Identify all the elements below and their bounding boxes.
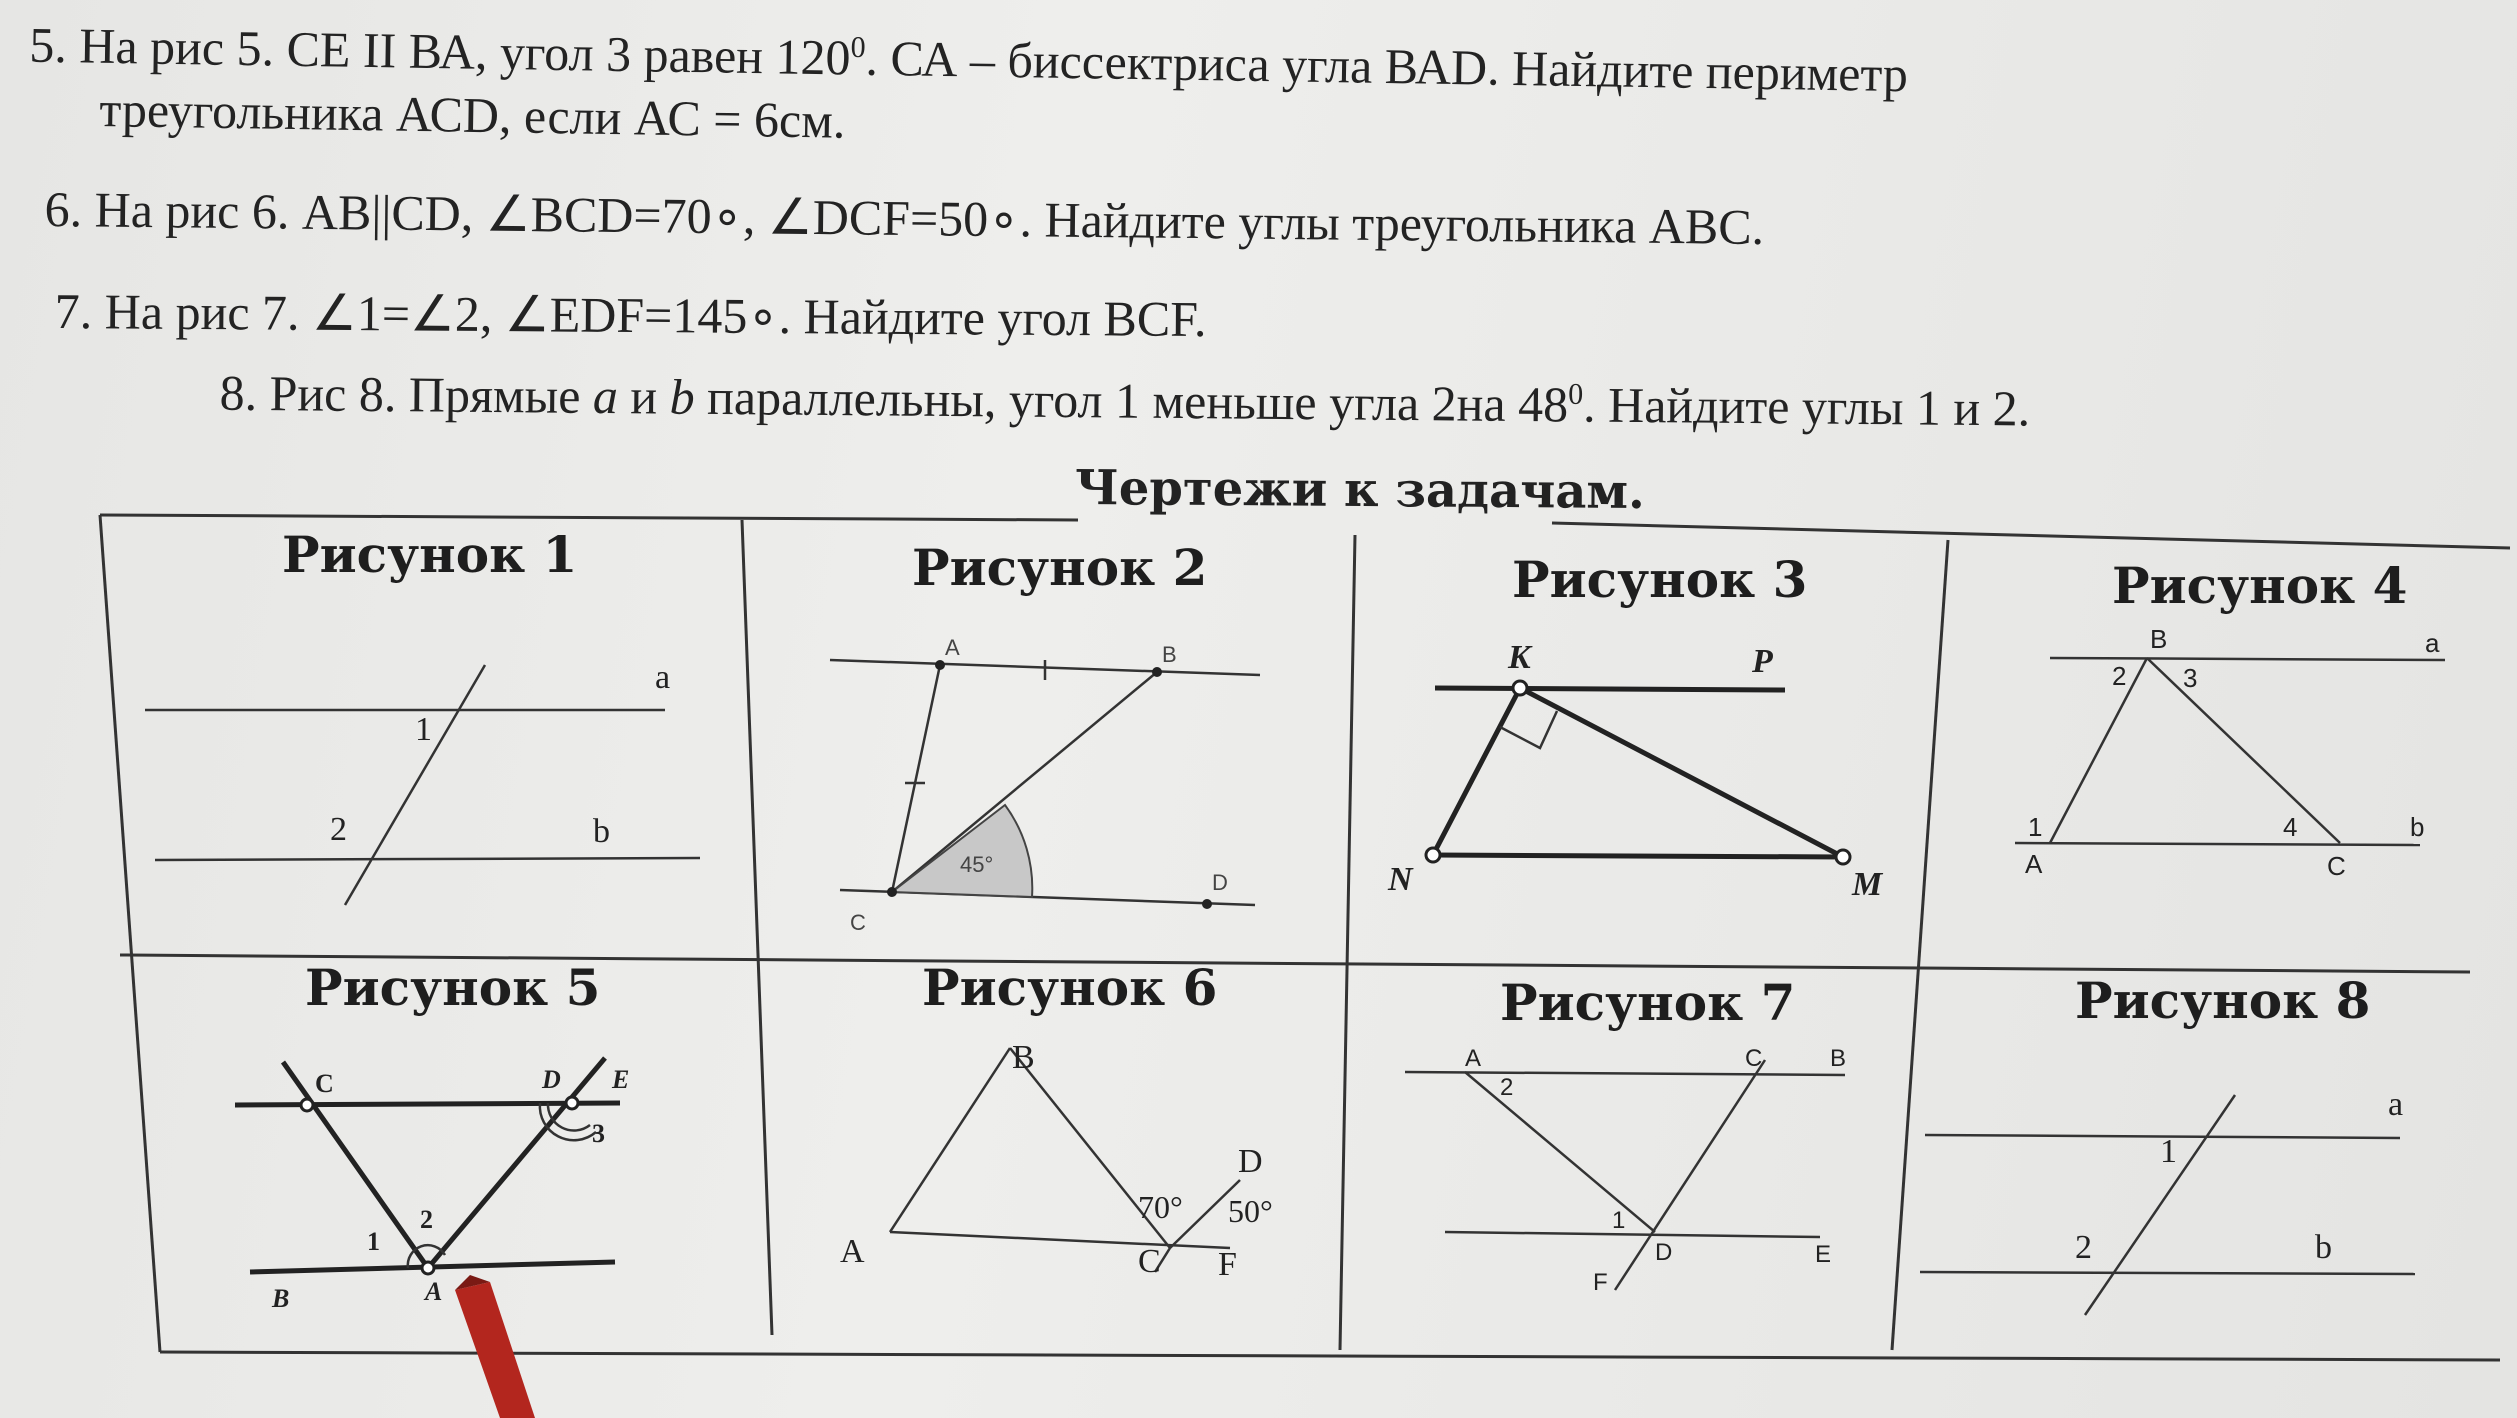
figure-1	[145, 525, 700, 905]
fig2-label-B: B	[1162, 642, 1177, 667]
fig1-label-2: 2	[330, 811, 347, 848]
figure-6-caption: Рисунок 6	[922, 958, 1218, 1017]
fig6-label-50: 50°	[1228, 1193, 1273, 1229]
figure-4	[2015, 556, 2445, 881]
figure-8-caption: Рисунок 8	[2075, 971, 2371, 1030]
fig5-label-E: E	[612, 1065, 630, 1094]
fig3-label-M: M	[1852, 866, 1883, 903]
fig7-label-A: A	[1465, 1045, 1482, 1072]
figure-8	[1920, 971, 2415, 1315]
fig6-label-D: D	[1238, 1143, 1263, 1180]
problem-6: 6. На рис 6. AB||CD, ∠BCD=70∘, ∠DCF=50∘. Найдите углы треугольника ABC.	[44, 180, 1765, 256]
fig6-label-70: 70°	[1138, 1189, 1183, 1225]
fig4-label-a: a	[2425, 628, 2440, 658]
fig7-label-C: C	[1745, 1045, 1763, 1072]
fig4-label-A: A	[2025, 849, 2043, 879]
fig6-label-F: F	[1218, 1246, 1237, 1283]
red-pencil	[455, 1275, 535, 1418]
fig2-label-45: 45°	[960, 852, 994, 877]
fig4-label-3: 3	[2183, 663, 2198, 693]
figure-6	[840, 958, 1273, 1283]
fig8-label-b: b	[2315, 1229, 2332, 1266]
fig7-label-1: 1	[1612, 1207, 1626, 1234]
problem-8: 8. Рис 8. Прямые a и b параллельны, угол 1 меньше угла 2на $48^0$. Найдите углы 1 и 2.	[219, 364, 2031, 437]
fig1-label-b: b	[593, 813, 610, 850]
fig8-label-2: 2	[2075, 1229, 2092, 1266]
fig8-label-a: a	[2388, 1086, 2404, 1123]
figure-2	[830, 538, 1260, 935]
problem-7: 7. На рис 7. ∠1=∠2, ∠EDF=145∘. Найдите угол BCF.	[54, 282, 1207, 348]
fig4-label-b: b	[2410, 812, 2425, 842]
figure-7-caption: Рисунок 7	[1500, 973, 1796, 1032]
problem-5-line-2: треугольника АСD, если АС = 6см.	[99, 80, 846, 149]
fig5-label-D: D	[542, 1065, 561, 1094]
fig6-label-A: A	[840, 1233, 865, 1270]
figure-7	[1405, 973, 1846, 1296]
table-grid	[100, 515, 2510, 1360]
fig3-label-K: K	[1508, 639, 1531, 676]
problem-5-line-1: 5. На рис 5. СЕ II ВА, угол 3 равен $120^0$. СА – биссектриса угла ВАD. Найдите периметр	[28, 16, 1909, 103]
fig5-label-C: C	[315, 1069, 334, 1098]
fig1-label-1: 1	[415, 711, 432, 748]
fig2-label-C: C	[850, 910, 866, 935]
fig5-label-1: 1	[367, 1227, 380, 1256]
fig7-label-B: B	[1830, 1045, 1847, 1072]
figure-5-caption: Рисунок 5	[305, 958, 601, 1017]
figure-2-caption: Рисунок 2	[912, 538, 1208, 597]
fig4-label-1: 1	[2028, 812, 2043, 842]
fig4-label-4: 4	[2283, 812, 2298, 842]
figure-3	[1387, 550, 1884, 903]
fig5-label-2: 2	[420, 1205, 433, 1234]
fig3-label-P: P	[1752, 643, 1773, 680]
fig4-label-B: B	[2150, 624, 2168, 654]
fig5-label-B: B	[272, 1284, 290, 1313]
fig2-label-D: D	[1212, 870, 1228, 895]
fig2-label-A: A	[945, 635, 960, 660]
fig7-label-F: F	[1593, 1269, 1608, 1296]
fig8-label-1: 1	[2160, 1133, 2177, 1170]
figure-5	[235, 958, 629, 1313]
figure-1-caption: Рисунок 1	[282, 525, 578, 584]
drawings-heading: Чертежи к задачам.	[1074, 460, 1646, 520]
fig6-label-B: B	[1012, 1039, 1035, 1076]
figure-4-caption: Рисунок 4	[2112, 556, 2408, 615]
fig7-label-2: 2	[1500, 1074, 1514, 1101]
fig1-label-a: a	[655, 659, 671, 696]
fig3-label-N: N	[1388, 861, 1413, 898]
fig7-label-D: D	[1655, 1239, 1673, 1266]
fig5-label-3: 3	[592, 1119, 605, 1148]
fig4-label-2: 2	[2112, 661, 2127, 691]
fig7-label-E: E	[1815, 1241, 1832, 1268]
figure-3-caption: Рисунок 3	[1512, 550, 1808, 609]
fig4-label-C: C	[2327, 851, 2346, 881]
fig6-label-C: C	[1138, 1243, 1161, 1280]
fig5-label-A: A	[425, 1277, 443, 1306]
